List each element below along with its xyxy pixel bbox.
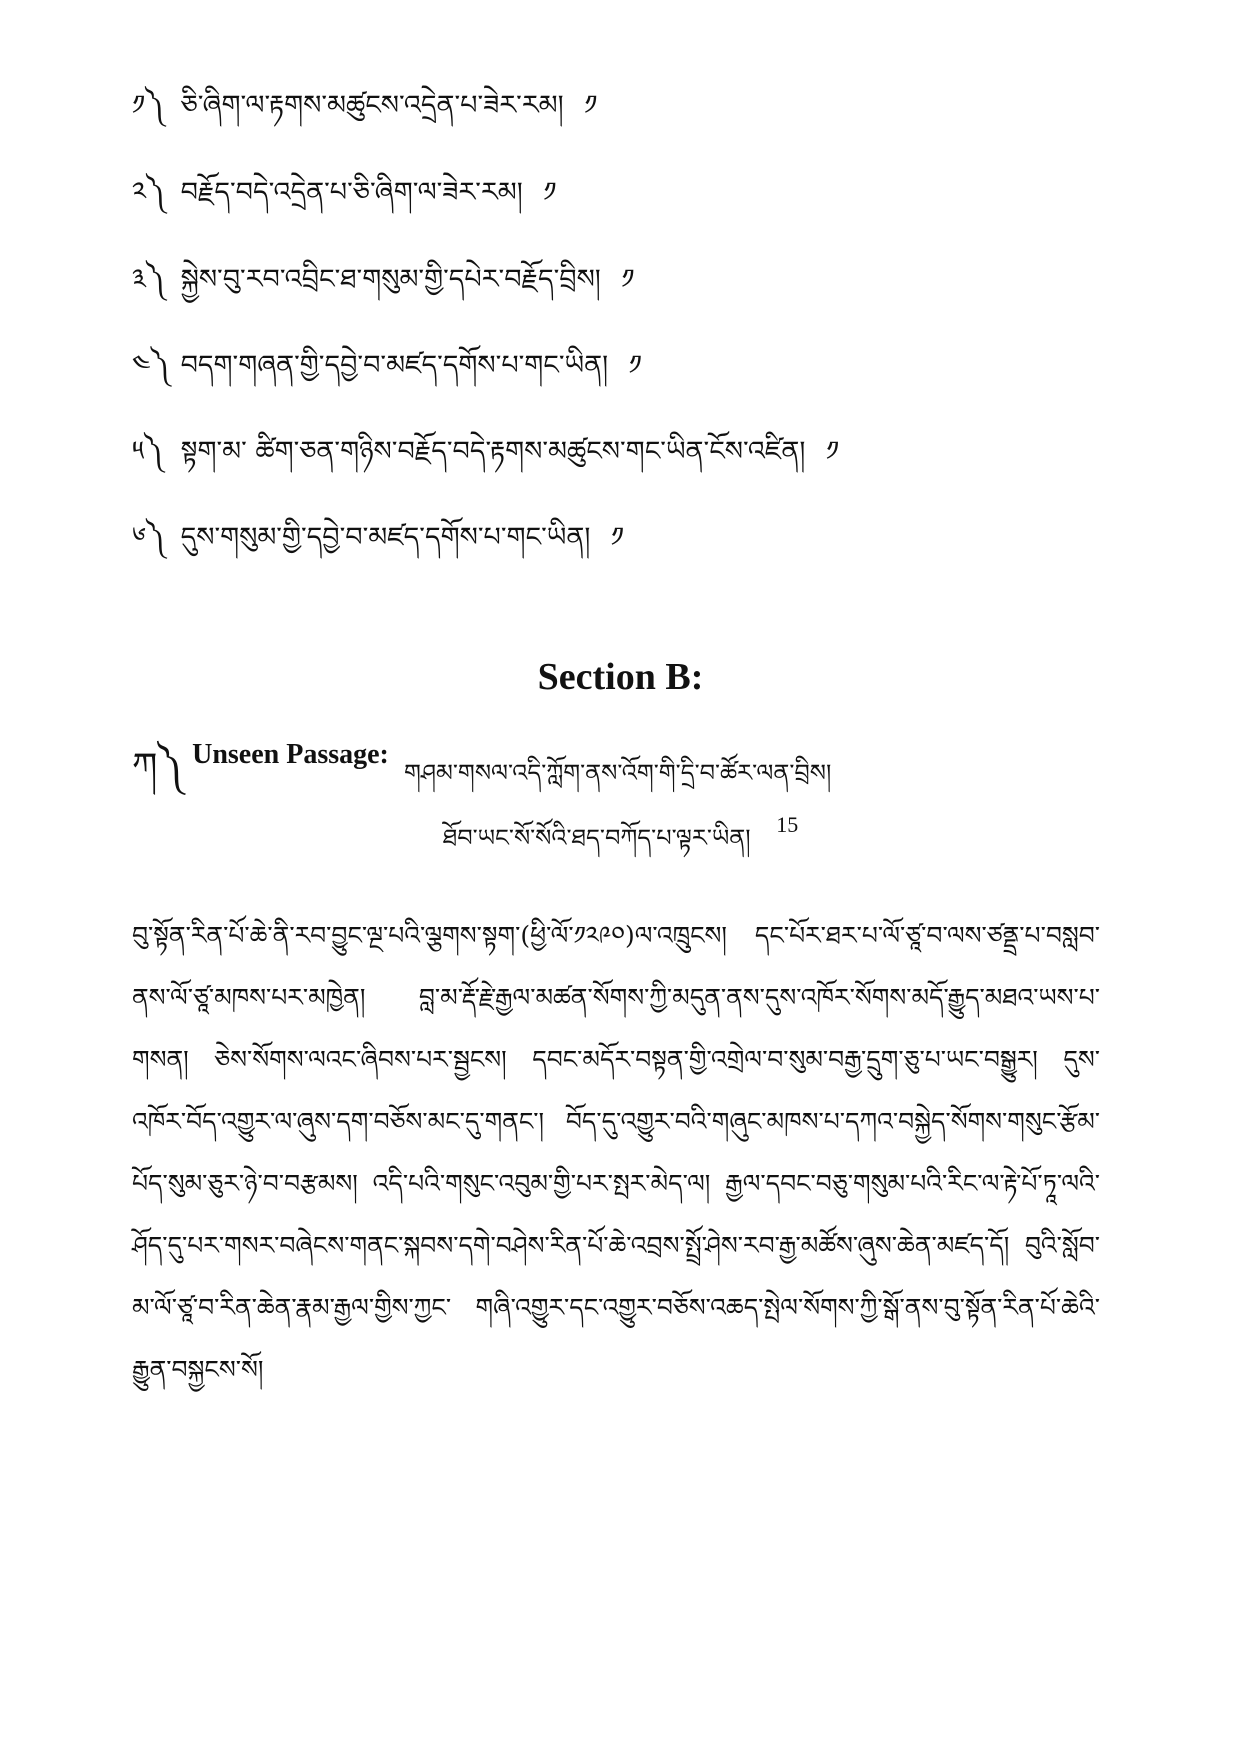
section-title: Section B: xyxy=(537,656,704,698)
question-6 xyxy=(132,518,624,558)
question-marks: ༡ xyxy=(543,177,557,208)
question-text: དུས་གསུམ་གྱི་དབྱེ་བ་མཛད་དགོས་པ་གང་ཡིན། xyxy=(180,522,591,553)
total-marks: 15 xyxy=(776,812,799,837)
marks-note: ཐོབ་ཡང་སོ་སོའི་ཐད་བཀོད་པ་ལྟར་ཡིན། xyxy=(442,824,751,852)
question-3 xyxy=(132,260,634,300)
question-number: ༦༽ xyxy=(132,522,166,553)
question-number: ༣༽ xyxy=(132,264,166,295)
question-number: ༢༽ xyxy=(132,177,166,208)
question-text: ཅི་ཞིག་ལ་རྟགས་མཚུངས་འདྲེན་པ་ཟེར་རམ། xyxy=(180,90,564,121)
question-marks: ༡ xyxy=(610,522,624,553)
question-2 xyxy=(132,173,556,213)
question-marks: ༡ xyxy=(584,90,598,121)
marks-line xyxy=(0,812,1241,879)
question-number: ༥༽ xyxy=(132,436,164,467)
passage-instruction: གཤམ་གསལ་འདི་ཀློག་ནས་འོག་གི་དྲི་བ་ཚོར་ལན་བྲིས། xyxy=(403,758,832,787)
question-1 xyxy=(132,86,597,126)
question-marks: ༡ xyxy=(621,264,635,295)
question-4 xyxy=(132,346,642,386)
question-5 xyxy=(132,432,839,472)
question-text: སྐྱེས་བུ་རབ་འབྲིང་ཐ་གསུམ་གྱི་དཔེར་བརྗོད་བྲིས། xyxy=(180,264,601,295)
question-number: ༤༽ xyxy=(132,350,170,381)
question-marks: ༡ xyxy=(825,436,840,467)
passage-marker: ཀ༽ xyxy=(132,746,184,787)
passage-label: Unseen Passage: xyxy=(192,738,389,770)
question-number: ༡༽ xyxy=(132,90,165,121)
question-marks: ༡ xyxy=(628,350,642,381)
question-text: བདག་གཞན་གྱི་དབྱེ་བ་མཛད་དགོས་པ་གང་ཡིན། xyxy=(180,350,609,381)
question-text: བརྗོད་བདེ་འདྲེན་པ་ཅི་ཞིག་ལ་ཟེར་རམ། xyxy=(180,177,523,208)
question-text: སྟག་མ་ ཚིག་ཅན་གཉིས་བརྗོད་བདེ་རྟགས་མཚུངས་གང་ཡིན་ངོས་འཛིན། xyxy=(180,436,806,467)
passage-text: བུ་སྟོན་རིན་པོ་ཆེ་ནི་རབ་བྱུང་ལྔ་པའི་ལྕགས་སྟག་(ཕྱི་ལོ་༡༢༩༠)ལ་འཁྲུངས། དང་པོར་ཐར་པ་ལོ་ཙཱ་བ་ལས་ཙནྡྲ་པ་བསླབ་ནས་ལོ་ཙཱ་མཁས་པར་མཁྱེན། བླ་མ་རྡོ་རྗེ་རྒྱལ་མཚན་སོགས་ཀྱི་མདུན་ནས་དུས་འཁོར་སོགས་མདོ་རྒྱུད་མཐའ་ཡས་པ་གསན། ཅེས་སོགས་ལའང་ཞིབས་པར་སྦྱངས། དབང་མདོར་བསྟན་གྱི་འགྲེལ་བ་སུམ་བརྒྱ་དྲུག་ཅུ་པ་ཡང་བསྒྱུར། དུས་འཁོར་བོད་འགྱུར་ལ་ཞུས་དག་བཅོས་མང་དུ་གནང་། བོད་དུ་འགྱུར་བའི་གཞུང་མཁས་པ་དཀའ་བསྐྱེད་སོགས་གསུང་རྩོམ་པོད་སུམ་ཅུར་ཉེ་བ་བརྩམས། འདི་པའི་གསུང་འབུམ་གྱི་པར་སྤར་མེད་ལ། རྒྱལ་དབང་བཅུ་གསུམ་པའི་རིང་ལ་རྟེ་པོ་ཏཱ་ལའི་ཤོད་དུ་པར་གསར་བཞེངས་གནང་སྐབས་དགེ་བཤེས་རིན་པོ་ཆེ་འབྲས་སྤྲོ་ཤེས་རབ་རྒྱ་མཚོས་ཞུས་ཆེན་མཛད་དོ། བུའི་སློབ་མ་ལོ་ཙཱ་བ་རིན་ཆེན་རྣམ་རྒྱལ་གྱིས་ཀྱང་ གཞི་འགྱུར་དང་འགྱུར་བཅོས་འཆད་སྤེལ་སོགས་ཀྱི་སྒོ་ནས་བུ་སྟོན་རིན་པོ་ཆེའི་རྒྱུན་བསྐྱངས་སོ། xyxy=(132,921,1100,1384)
